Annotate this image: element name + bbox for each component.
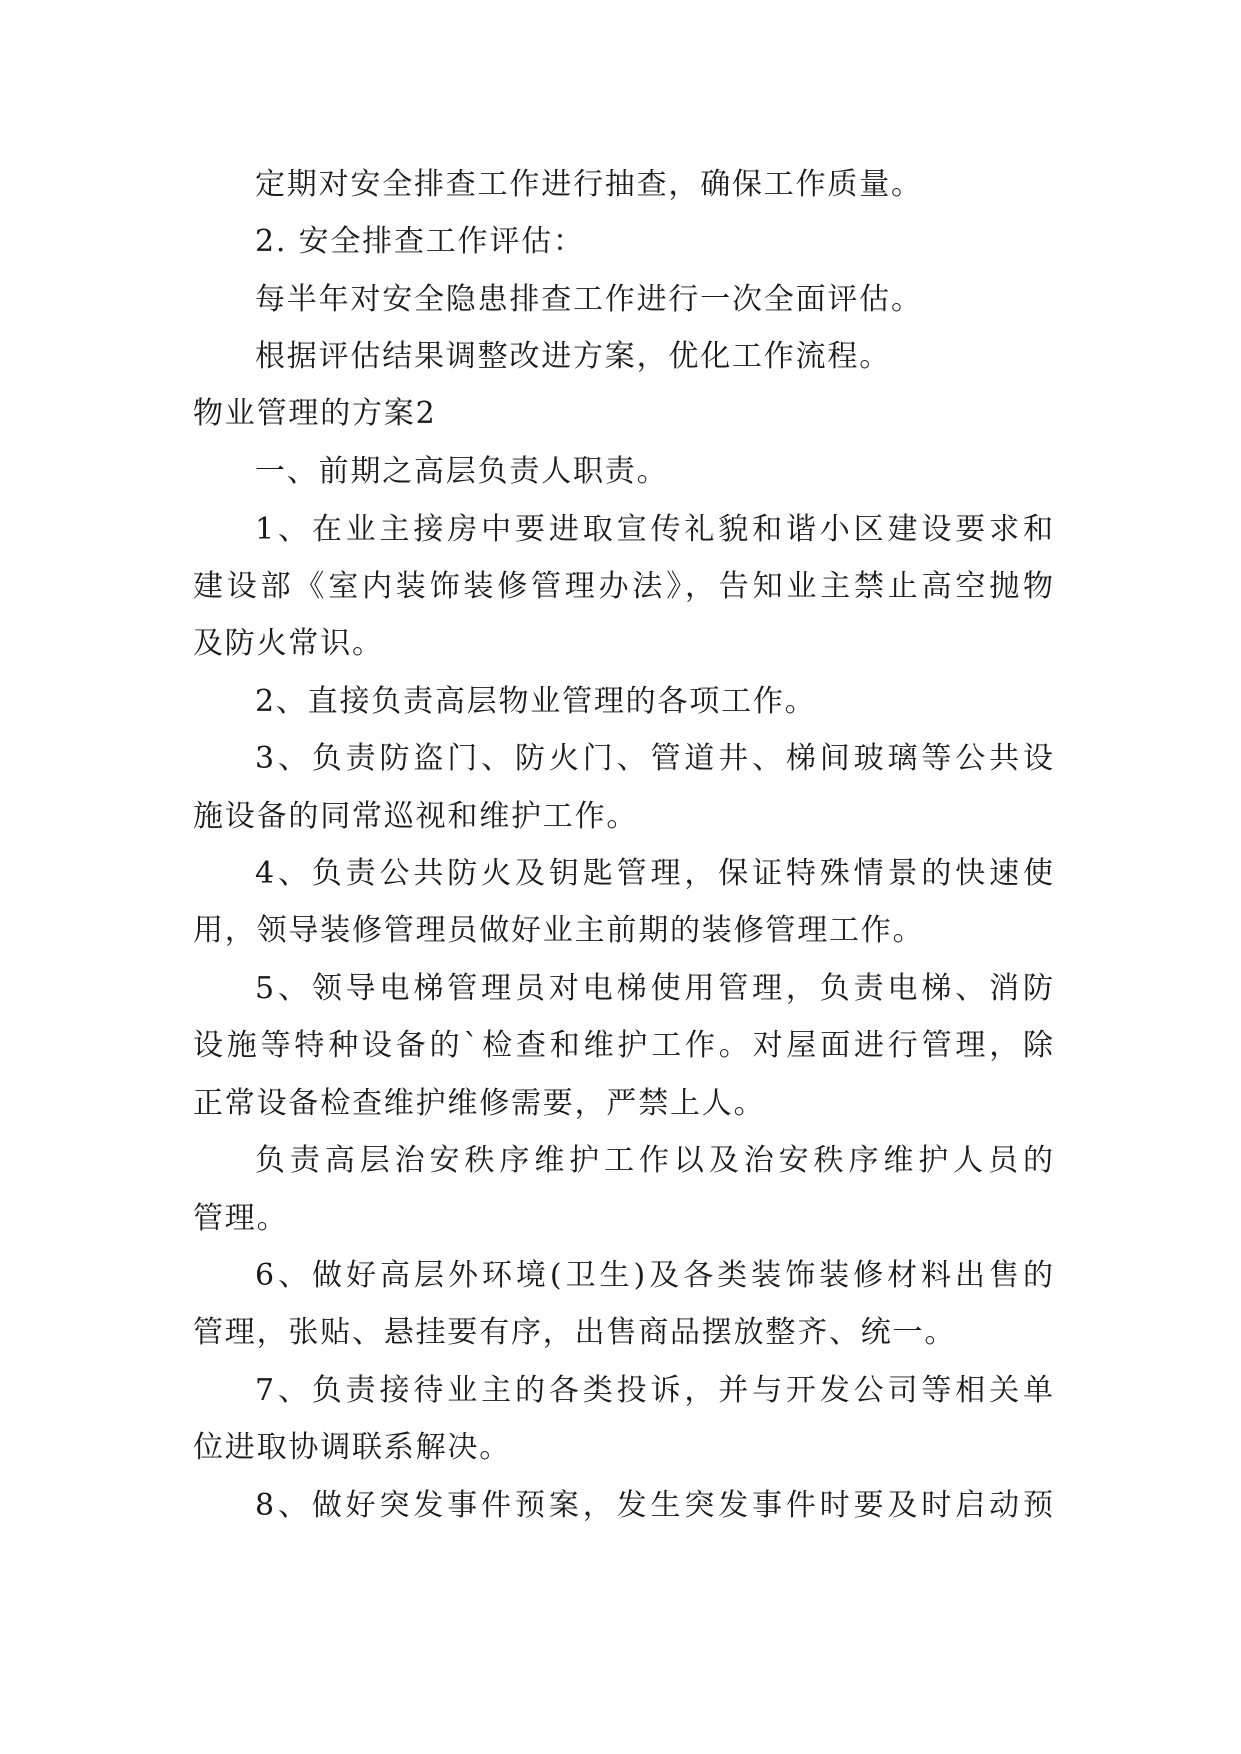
body-line: 根据评估结果调整改进方案，优化工作流程。 bbox=[255, 339, 891, 374]
body-line: 施设备的同常巡视和维护工作。 bbox=[193, 799, 639, 834]
body-line: 及防火常识。 bbox=[193, 626, 384, 661]
body-line: 4、负责公共防火及钥匙管理，保证特殊情景的快速使 bbox=[255, 856, 1053, 891]
section-title: 物业管理的方案2 bbox=[193, 396, 437, 431]
section-subheading: 一、前期之高层负责人职责。 bbox=[255, 454, 669, 489]
body-line: 管理。 bbox=[193, 1201, 289, 1236]
body-line: 1、在业主接房中要进取宣传礼貌和谐小区建设要求和 bbox=[255, 512, 1053, 547]
body-line: 负责高层治安秩序维护工作以及治安秩序维护人员的 bbox=[255, 1143, 1053, 1178]
body-line: 管理，张贴、悬挂要有序，出售商品摆放整齐、统一。 bbox=[193, 1315, 957, 1350]
numbered-heading: 2. 安全排查工作评估： bbox=[255, 224, 585, 259]
body-line: 位进取协调联系解决。 bbox=[193, 1430, 511, 1465]
body-line: 2、直接负责高层物业管理的各项工作。 bbox=[255, 684, 817, 719]
body-line: 每半年对安全隐患排查工作进行一次全面评估。 bbox=[255, 282, 923, 317]
body-line: 设施等特种设备的`检查和维护工作。对屋面进行管理，除 bbox=[193, 1028, 1053, 1063]
body-line: 正常设备检查维护维修需要，严禁上人。 bbox=[193, 1086, 766, 1121]
body-line: 建设部《室内装饰装修管理办法》，告知业主禁止高空抛物 bbox=[193, 569, 1053, 604]
body-line: 5、领导电梯管理员对电梯使用管理，负责电梯、消防 bbox=[255, 971, 1053, 1006]
body-line: 7、负责接待业主的各类投诉，并与开发公司等相关单 bbox=[255, 1373, 1053, 1408]
body-line: 定期对安全排查工作进行抽查，确保工作质量。 bbox=[255, 167, 923, 202]
body-line: 8、做好突发事件预案，发生突发事件时要及时启动预 bbox=[255, 1488, 1053, 1523]
body-line: 用，领导装修管理员做好业主前期的装修管理工作。 bbox=[193, 913, 925, 948]
body-line: 3、负责防盗门、防火门、管道井、梯间玻璃等公共设 bbox=[255, 741, 1053, 776]
body-line: 6、做好高层外环境(卫生)及各类装饰装修材料出售的 bbox=[255, 1258, 1053, 1293]
